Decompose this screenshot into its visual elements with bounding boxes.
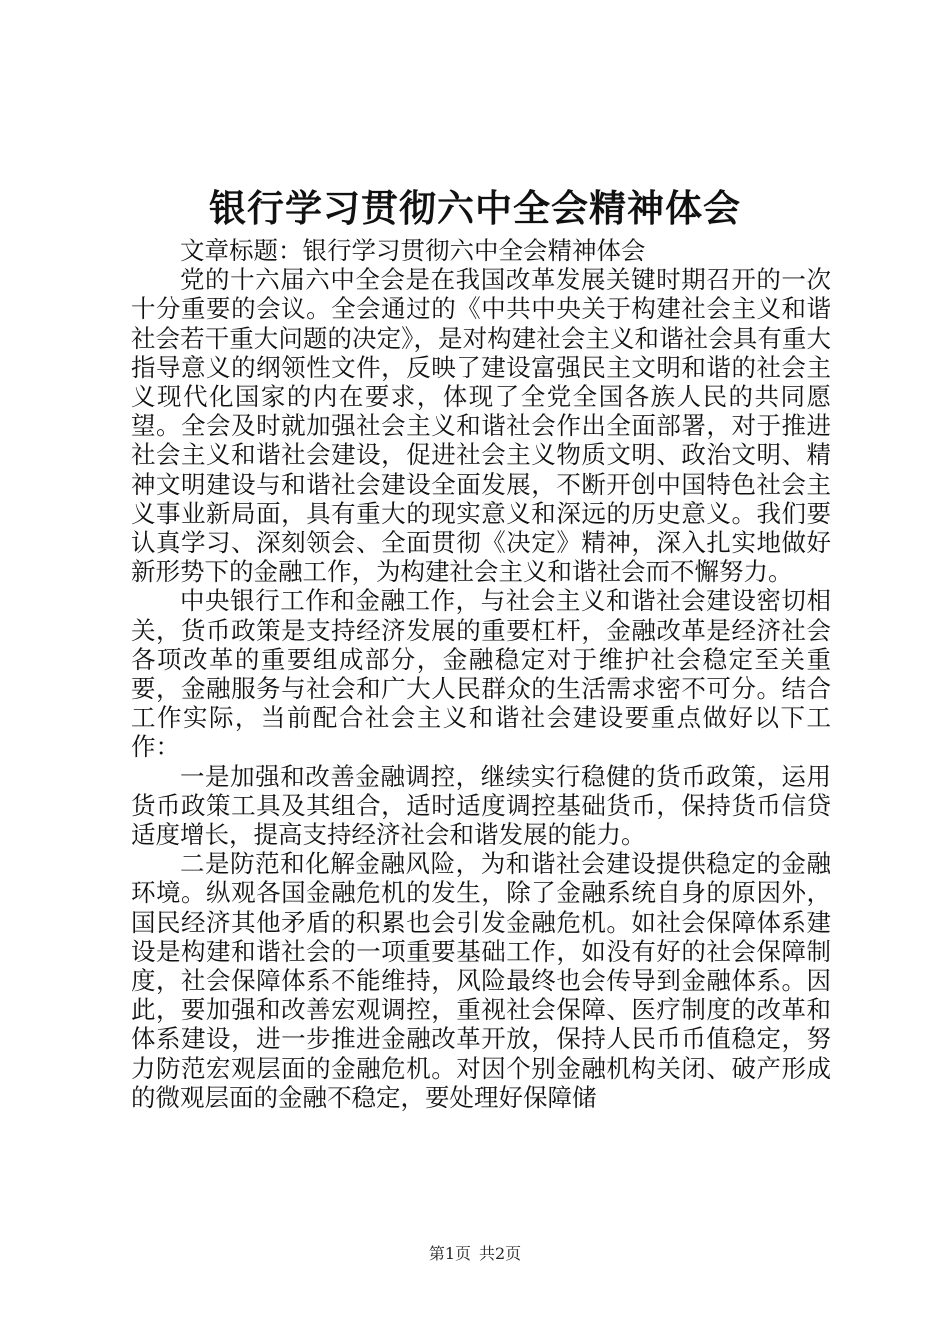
paragraph-article-title: 文章标题：银行学习贯彻六中全会精神体会 [180,236,646,265]
page-footer [0,1243,950,1265]
paragraph-1: 党的十六届六中全会是在我国改革发展关键时期召开的一次十分重要的会议。全会通过的《中共中央关于构建社会主义和谐社会若干重大问题的决定》，是对构建社会主义和谐社会具有重大指导意义的纲领性文件，反映了建设富强民主文明和谐的社会主义现代化国家的内在要求，体现了全党全国各族人民的共同愿望。全会及时就加强社会主义和谐社会作出全面部署，对于推进社会主义和谐社会建设，促进社会主义物质文明、政治文明、精神文明建设与和谐社会建设全面发展，不断开创中国特色社会主义事业新局面，具有重大的现实意义和深远的历史意义。我们要认真学习、深刻领会、全面贯彻《决定》精神，深入扎实地做好新形势下的金融工作，为构建社会主义和谐社会而不懈努力。 [131,265,831,587]
document-title: 银行学习贯彻六中全会精神体会 [209,186,741,230]
document-body [131,236,831,1112]
paragraph-4: 二是防范和化解金融风险，为和谐社会建设提供稳定的金融环境。纵观各国金融危机的发生，除了金融系统自身的原因外，国民经济其他矛盾的积累也会引发金融危机。如社会保障体系建设是构建和谐社会的一项重要基础工作，如没有好的社会保障制度，社会保障体系不能维持，风险最终也会传导到金融体系。因此，要加强和改善宏观调控，重视社会保障、医疗制度的改革和体系建设，进一步推进金融改革开放，保持人民币币值稳定，努力防范宏观层面的金融危机。对因个别金融机构关闭、破产形成的微观层面的金融不稳定，要处理好保障储 [131,849,831,1112]
page-total: 共2页 [479,1244,522,1263]
paragraph-2: 中央银行工作和金融工作，与社会主义和谐社会建设密切相关，货币政策是支持经济发展的重要杠杆，金融改革是经济社会各项改革的重要组成部分，金融稳定对于维护社会稳定至关重要，金融服务与社会和广大人民群众的生活需求密不可分。结合工作实际，当前配合社会主义和谐社会建设要重点做好以下工作： [131,586,831,762]
paragraph-3: 一是加强和改善金融调控，继续实行稳健的货币政策，运用货币政策工具及其组合，适时适度调控基础货币，保持货币信贷适度增长，提高支持经济社会和谐发展的能力。 [131,761,831,850]
page-number: 第1页 [428,1244,471,1263]
